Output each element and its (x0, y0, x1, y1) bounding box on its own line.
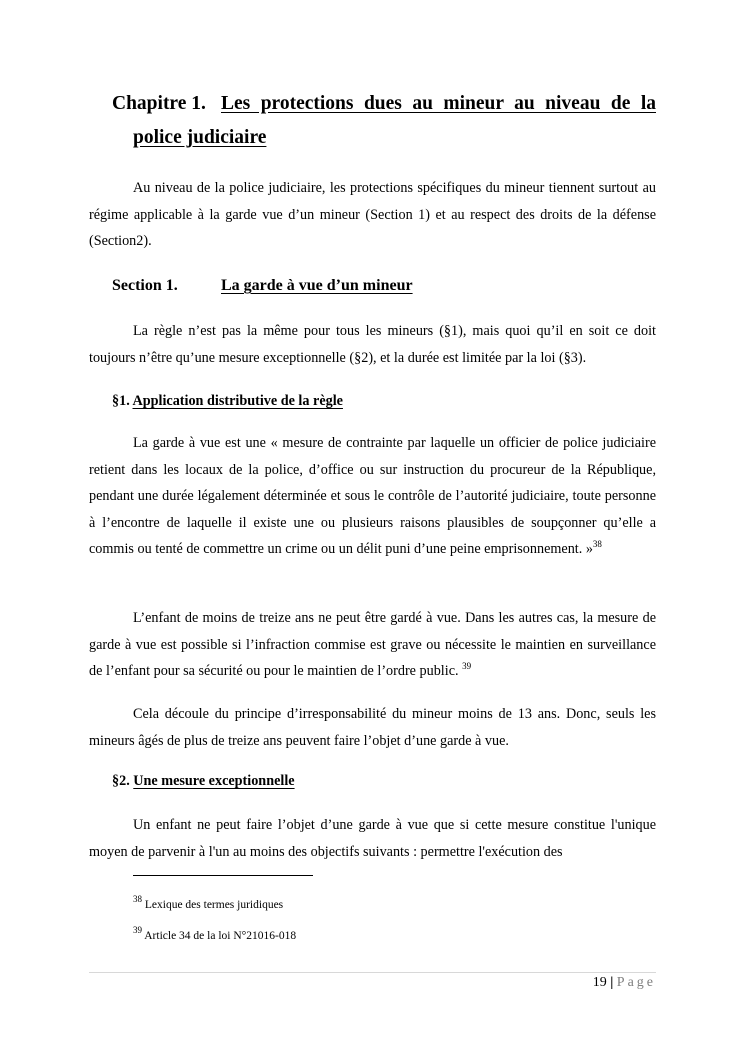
page-label: Page (616, 975, 656, 990)
body-paragraph-4: Un enfant ne peut faire l’objet d’une garde à vue que si cette mesure constitue l'unique moyen de parvenir à l'un au moins des objectifs suivants : permettre l'exécution des (89, 817, 656, 860)
chapter-number: Chapitre 1. (112, 93, 206, 114)
footnote-ref-38: 38 (592, 539, 602, 549)
footer-separator: | (610, 975, 614, 990)
footer-rule (89, 972, 656, 973)
footnote-39: $^{39}$ Article 34 de la loi N°21016-018 (133, 925, 297, 942)
body-paragraph-1: La garde à vue est une « mesure de contrainte par laquelle un officier de police judiciaire retient dans les locaux de la police, d’office ou sur instruction du procureur de la République, pendant une durée légalement déterminée et sous le contrôle de l’autorité judiciaire, toute personne à l’encontre de laquelle il existe une ou plusieurs raisons plausibles de soupçonner qu’elle a commis ou tenté de commettre un crime ou un délit puni d’une peine emprisonnement. »$^{38}$ (89, 435, 656, 557)
intro-paragraph: Au niveau de la police judiciaire, les protections spécifiques du mineur tiennent surtout au régime applicable à la garde vue d’un mineur (Section 1) et au respect des droits de la défense (Section2). (89, 180, 656, 249)
paragraph-heading-2: §2. Une mesure exceptionnelle (112, 773, 295, 789)
footnote-ref-39: 39 (462, 661, 472, 671)
section-number: Section 1. (112, 277, 178, 294)
chapter-title-line1: Les protections dues au mineur au niveau de la (221, 93, 656, 114)
body-paragraph-3: Cela découle du principe d’irresponsabilité du mineur moins de 13 ans. Donc, seuls les mineurs âgés de plus de treize ans peuvent faire l’objet d’une garde à vue. (89, 706, 656, 749)
page-footer (593, 975, 656, 991)
section-title: La garde à vue d’un mineur (221, 277, 413, 294)
page-number: 19 (592, 975, 607, 990)
footnote-separator (133, 875, 313, 876)
body-paragraph-2: L’enfant de moins de treize ans ne peut être gardé à vue. Dans les autres cas, la mesure de garde à vue est possible si l’infraction commise est grave ou nécessite le maintien en surveillance de l’enfant pour sa sécurité ou pour le maintien de l’ordre public. $^{39}$ (89, 610, 656, 679)
footnote-38: $^{38}$ Lexique des termes juridiques (133, 894, 284, 911)
chapter-title-line2: police judiciaire (133, 127, 267, 148)
section-intro-paragraph: La règle n’est pas la même pour tous les mineurs (§1), mais quoi qu’il en soit ce doit toujours n’être qu’une mesure exceptionnelle (§2), et la durée est limitée par la loi (§3). (89, 323, 656, 366)
paragraph-heading-1: §1. Application distributive de la règle (112, 393, 343, 409)
